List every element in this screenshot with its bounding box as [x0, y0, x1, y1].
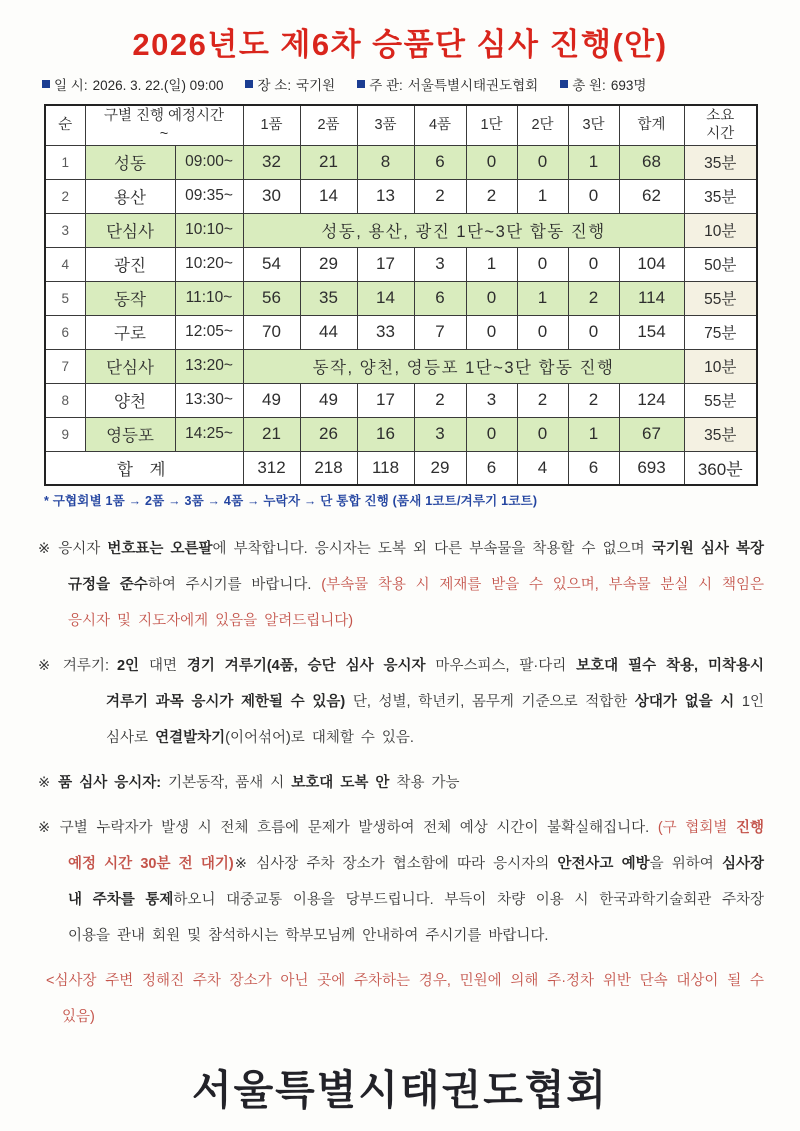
district-cell: 단심사 — [85, 349, 175, 383]
count-cell: 17 — [357, 383, 414, 417]
district-cell: 동작 — [85, 281, 175, 315]
note-paragraph-2 — [38, 648, 764, 756]
total-duration-cell: 360분 — [684, 451, 757, 485]
header-col-2: 2품 — [300, 105, 357, 145]
count-cell: 0 — [466, 315, 517, 349]
note-text-segment: 보호대 필수 착용, 미착용시 겨루기 과목 응시가 제한될 수 있음) — [106, 658, 764, 711]
note-text-segment: ※ 심사장 주차 장소가 협소함에 따라 응시자의 — [233, 856, 558, 873]
header-col-1: 1품 — [243, 105, 300, 145]
header-seq: 순 — [45, 105, 85, 145]
note-text-segment: 진행 예정 시간 30분 전 대기) — [68, 820, 764, 873]
note-paragraph-3 — [38, 765, 764, 801]
time-cell: 09:00~ — [175, 145, 243, 179]
count-cell: 68 — [619, 145, 684, 179]
seq-cell: 2 — [45, 179, 85, 213]
count-cell: 21 — [300, 145, 357, 179]
district-cell: 성동 — [85, 145, 175, 179]
district-cell: 구로 — [85, 315, 175, 349]
count-cell: 32 — [243, 145, 300, 179]
header-col-7: 3단 — [568, 105, 619, 145]
notes-section — [38, 531, 764, 1035]
schedule-total-row — [45, 451, 757, 485]
duration-cell: 35분 — [684, 417, 757, 451]
note-text-segment: 착용 가능 — [389, 775, 460, 792]
header-duration-line1: 소요 — [706, 108, 735, 125]
count-cell: 2 — [568, 281, 619, 315]
count-cell: 154 — [619, 315, 684, 349]
header-col-3: 3품 — [357, 105, 414, 145]
note-text-segment: 을 위하여 — [649, 856, 722, 873]
note-paragraph-1 — [38, 531, 764, 639]
note-paragraph-4 — [38, 810, 764, 954]
table-footnote: * 구협회별 1품 → 2품 → 3품 → 4품 → 누락자 → 단 통합 진행 (품새 1코트/겨루기 1코트) — [44, 494, 538, 509]
seq-cell: 9 — [45, 417, 85, 451]
seq-cell: 7 — [45, 349, 85, 383]
count-cell: 49 — [243, 383, 300, 417]
schedule-row — [45, 281, 757, 315]
count-cell: 6 — [414, 145, 466, 179]
note-text-segment: 에 부착합니다. 응시자는 도복 외 다른 부속물을 착용할 수 없으며 — [212, 541, 652, 558]
header-group-time — [85, 105, 243, 145]
info-place-value: 국기원 — [296, 78, 336, 94]
time-cell: 10:10~ — [175, 213, 243, 247]
schedule-row — [45, 383, 757, 417]
schedule-row — [45, 417, 757, 451]
total-label-cell: 합 계 — [45, 451, 243, 485]
schedule-row — [45, 349, 757, 383]
page-title: 2026년도 제6차 승품단 심사 진행(안) — [132, 27, 668, 62]
note-text-segment: 기본동작, 품새 시 — [161, 775, 292, 792]
count-cell: 1 — [568, 417, 619, 451]
info-host-value: 서울특별시태권도협회 — [407, 78, 539, 94]
count-cell: 2 — [466, 179, 517, 213]
bullet-square-icon — [245, 80, 253, 88]
count-cell: 0 — [466, 145, 517, 179]
bullet-square-icon — [42, 80, 50, 88]
count-cell: 2 — [414, 383, 466, 417]
count-cell: 3 — [466, 383, 517, 417]
schedule-row — [45, 247, 757, 281]
total-count-cell: 4 — [517, 451, 568, 485]
duration-cell: 75분 — [684, 315, 757, 349]
count-cell: 26 — [300, 417, 357, 451]
district-cell: 광진 — [85, 247, 175, 281]
merged-cell: 성동, 용산, 광진 1단~3단 합동 진행 — [243, 213, 684, 247]
note-text-segment: (부속물 착용 시 제재를 받을 수 있으며, 부속물 분실 시 책임은 응시자 및 지도자에게 있음을 알려드립니다) — [68, 577, 764, 630]
count-cell: 67 — [619, 417, 684, 451]
count-cell: 44 — [300, 315, 357, 349]
count-cell: 0 — [568, 179, 619, 213]
duration-cell: 55분 — [684, 383, 757, 417]
count-cell: 1 — [517, 281, 568, 315]
count-cell: 49 — [300, 383, 357, 417]
note-text-segment: (구 협회별 — [657, 820, 736, 837]
organization-name: 서울특별시태권도협회 — [191, 1067, 609, 1114]
duration-cell: 35분 — [684, 179, 757, 213]
count-cell: 114 — [619, 281, 684, 315]
note-paragraph-5 — [38, 963, 764, 1035]
total-count-cell: 312 — [243, 451, 300, 485]
seq-cell: 4 — [45, 247, 85, 281]
count-cell: 0 — [568, 315, 619, 349]
time-cell: 14:25~ — [175, 417, 243, 451]
count-cell: 0 — [517, 417, 568, 451]
seq-cell: 1 — [45, 145, 85, 179]
seq-cell: 3 — [45, 213, 85, 247]
total-count-cell: 693 — [619, 451, 684, 485]
note-marker: ※ — [38, 541, 51, 558]
count-cell: 1 — [517, 179, 568, 213]
info-place — [245, 74, 335, 94]
count-cell: 29 — [300, 247, 357, 281]
time-cell: 09:35~ — [175, 179, 243, 213]
count-cell: 35 — [300, 281, 357, 315]
count-cell: 1 — [466, 247, 517, 281]
count-cell: 7 — [414, 315, 466, 349]
note-text-segment: 번호표는 오른팔 — [107, 541, 213, 558]
info-place-label: 장 소: — [257, 78, 292, 94]
info-date-label: 일 시: — [54, 78, 88, 94]
count-cell: 104 — [619, 247, 684, 281]
count-cell: 17 — [357, 247, 414, 281]
count-cell: 124 — [619, 383, 684, 417]
seq-cell: 8 — [45, 383, 85, 417]
schedule-table — [44, 104, 758, 486]
info-total-value: 693명 — [610, 78, 647, 94]
district-cell: 영등포 — [85, 417, 175, 451]
header-col-4: 4품 — [414, 105, 466, 145]
count-cell: 30 — [243, 179, 300, 213]
note-text-segment: 국기원 심사 복장 규정을 준수 — [68, 541, 765, 594]
count-cell: 0 — [568, 247, 619, 281]
count-cell: 56 — [243, 281, 300, 315]
header-col-5: 1단 — [466, 105, 517, 145]
time-cell: 13:20~ — [175, 349, 243, 383]
info-line — [42, 74, 800, 94]
district-cell: 단심사 — [85, 213, 175, 247]
count-cell: 6 — [414, 281, 466, 315]
time-cell: 13:30~ — [175, 383, 243, 417]
note-text-segment: <심사장 주변 정해진 주차 장소가 아닌 곳에 주차하는 경우, 민원에 의해 주·정차 위반 단속 대상이 될 수 있음) — [46, 973, 764, 1026]
schedule-row — [45, 315, 757, 349]
count-cell: 62 — [619, 179, 684, 213]
note-text-segment: 1인 심사로 — [106, 694, 764, 747]
note-marker: ※ — [38, 775, 51, 792]
count-cell: 3 — [414, 247, 466, 281]
info-date — [42, 74, 223, 94]
header-col-8: 합계 — [619, 105, 684, 145]
count-cell: 0 — [466, 417, 517, 451]
note-text-segment: 구별 누락자가 발생 시 전체 흐름에 문제가 발생하여 전체 예상 시간이 불확실해집니다. — [59, 820, 658, 837]
count-cell: 8 — [357, 145, 414, 179]
info-total — [560, 74, 646, 94]
total-count-cell: 218 — [300, 451, 357, 485]
count-cell: 33 — [357, 315, 414, 349]
header-duration-line2: 시간 — [706, 126, 735, 143]
note-text-segment: 경기 겨루기(4품, 승단 심사 응시자 — [186, 658, 426, 675]
note-text-segment: 2인 — [116, 658, 140, 675]
count-cell: 2 — [568, 383, 619, 417]
total-count-cell: 6 — [466, 451, 517, 485]
total-count-cell: 6 — [568, 451, 619, 485]
note-text-segment: 마우스피스, 팔·다리 — [425, 658, 577, 675]
seq-cell: 6 — [45, 315, 85, 349]
bullet-square-icon — [560, 80, 568, 88]
duration-cell: 10분 — [684, 349, 757, 383]
district-cell: 양천 — [85, 383, 175, 417]
count-cell: 2 — [414, 179, 466, 213]
note-text-segment: 안전사고 예방 — [557, 856, 650, 873]
schedule-row — [45, 179, 757, 213]
count-cell: 14 — [300, 179, 357, 213]
count-cell: 70 — [243, 315, 300, 349]
note-text-segment: 품 심사 응시자: — [58, 775, 162, 792]
count-cell: 21 — [243, 417, 300, 451]
duration-cell: 35분 — [684, 145, 757, 179]
duration-cell: 10분 — [684, 213, 757, 247]
time-cell: 11:10~ — [175, 281, 243, 315]
info-host-label: 주 관: — [369, 78, 403, 94]
count-cell: 3 — [414, 417, 466, 451]
count-cell: 13 — [357, 179, 414, 213]
info-total-label: 총 원: — [572, 78, 606, 94]
count-cell: 54 — [243, 247, 300, 281]
merged-cell: 동작, 양천, 영등포 1단~3단 합동 진행 — [243, 349, 684, 383]
count-cell: 0 — [517, 145, 568, 179]
count-cell: 0 — [517, 315, 568, 349]
note-text-segment: 상대가 없을 시 — [634, 694, 735, 711]
duration-cell: 50분 — [684, 247, 757, 281]
note-text-segment: 하여 주시기를 바랍니다. — [147, 577, 322, 594]
note-text-segment: 하오니 대중교통 이용을 당부드립니다. 부득이 차량 이용 시 한국과학기술회관 주차장 이용을 관내 회원 및 참석하시는 학부모님께 안내하여 주시기를 바랍니다. — [68, 892, 764, 945]
header-duration — [684, 105, 757, 145]
note-text-segment: 연결발차기 — [155, 730, 226, 747]
note-marker: ※ 겨루기: — [38, 658, 109, 675]
note-text-segment: 심사장 내 주차를 통제 — [68, 856, 764, 909]
schedule-row — [45, 145, 757, 179]
seq-cell: 5 — [45, 281, 85, 315]
note-text-segment: 응시자 — [58, 541, 108, 558]
note-marker: ※ — [38, 820, 52, 837]
total-count-cell: 118 — [357, 451, 414, 485]
info-host — [357, 74, 538, 94]
count-cell: 16 — [357, 417, 414, 451]
time-cell: 10:20~ — [175, 247, 243, 281]
header-group-line1: 구별 진행 예정시간 — [103, 108, 225, 125]
note-text-segment: 대면 — [139, 658, 187, 675]
header-group-line2: ~ — [159, 126, 169, 143]
duration-cell: 55분 — [684, 281, 757, 315]
count-cell: 0 — [517, 247, 568, 281]
total-count-cell: 29 — [414, 451, 466, 485]
header-col-6: 2단 — [517, 105, 568, 145]
schedule-header-row — [45, 105, 757, 145]
bullet-square-icon — [357, 80, 365, 88]
count-cell: 1 — [568, 145, 619, 179]
district-cell: 용산 — [85, 179, 175, 213]
note-text-segment: 보호대 도복 안 — [291, 775, 390, 792]
info-date-value: 2026. 3. 22.(일) 09:00 — [92, 78, 224, 94]
schedule-row — [45, 213, 757, 247]
count-cell: 14 — [357, 281, 414, 315]
count-cell: 0 — [466, 281, 517, 315]
note-text-segment: 단, 성별, 학년키, 몸무게 기준으로 적합한 — [345, 694, 635, 711]
count-cell: 2 — [517, 383, 568, 417]
note-text-segment: (이어섞어)로 대체할 수 있음. — [225, 730, 414, 747]
time-cell: 12:05~ — [175, 315, 243, 349]
